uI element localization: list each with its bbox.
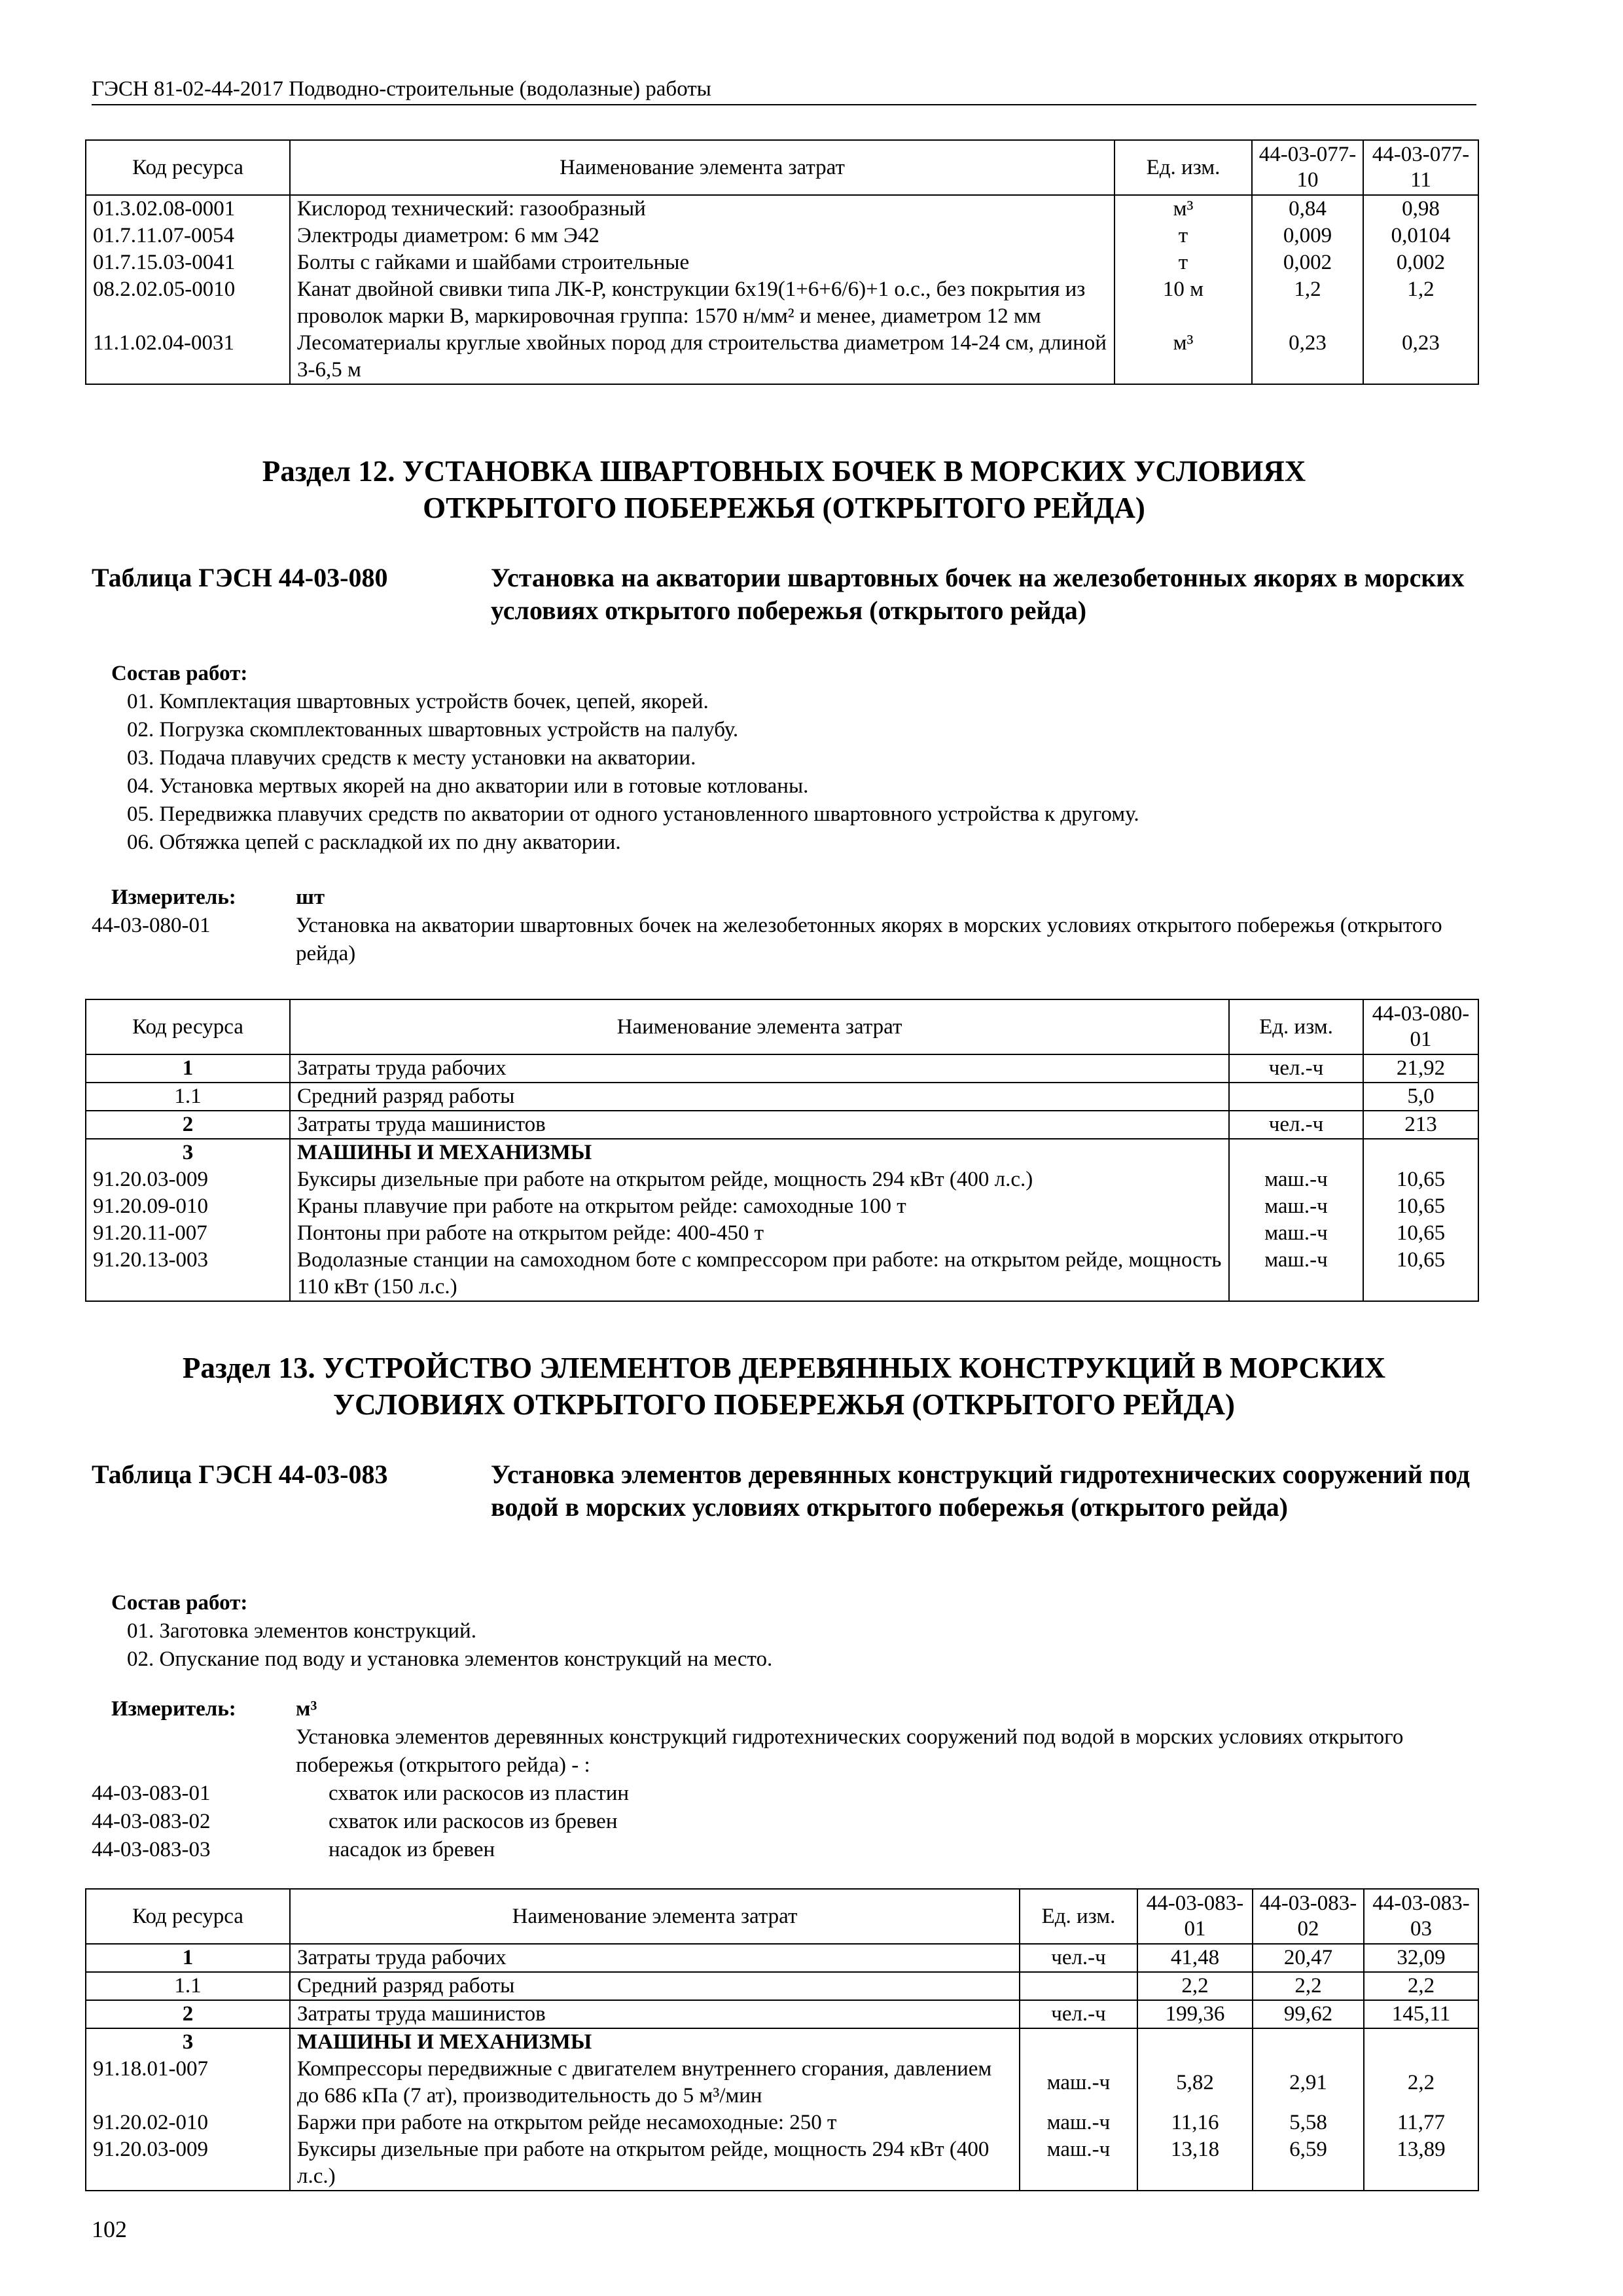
value: 2,2 xyxy=(1137,1972,1253,2000)
unit: маш.-ч xyxy=(1229,1166,1363,1193)
value: 0,98 xyxy=(1363,195,1478,223)
unit: маш.-ч xyxy=(1020,2136,1137,2191)
resource-code: 2 xyxy=(86,1111,290,1139)
unit: 10 м xyxy=(1115,276,1252,330)
composition-item: 01. Комплектация швартовных устройств бочек, цепей, якорей. xyxy=(127,690,709,713)
value: 0,002 xyxy=(1363,249,1478,276)
meter-item: схваток или раскосов из пластин xyxy=(329,1782,630,1805)
unit: маш.-ч xyxy=(1229,1193,1363,1220)
resource-name: Затраты труда машинистов xyxy=(290,2000,1020,2028)
table-header-row xyxy=(86,1889,1478,1944)
composition-item: 02. Опускание под воду и установка элементов конструкций на место. xyxy=(127,1647,773,1671)
page-number: 102 xyxy=(92,2216,127,2242)
resource-name: Краны плавучие при работе на открытом рейде: самоходные 100 т xyxy=(290,1193,1229,1220)
table-row xyxy=(86,1083,1478,1111)
resource-code: 01.7.15.03-0041 xyxy=(86,249,290,276)
value: 2,91 xyxy=(1253,2056,1364,2109)
resource-name: Затраты труда рабочих xyxy=(290,1054,1229,1083)
meter-code: 44-03-083-02 xyxy=(92,1810,211,1833)
resource-name: Средний разряд работы xyxy=(290,1083,1229,1111)
value xyxy=(1253,2028,1364,2056)
resource-name: Средний разряд работы xyxy=(290,1972,1020,2000)
resource-code: 91.20.11-007 xyxy=(86,1220,290,1247)
meter-text: Установка на акватории швартовных бочек на железобетонных якорях в морских условиях открытого побережья (открытого рейда) xyxy=(296,914,1442,965)
resource-code: 91.20.03-009 xyxy=(86,2136,290,2191)
value: 11,77 xyxy=(1364,2109,1478,2136)
resource-name: Затраты труда машинистов xyxy=(290,1111,1229,1139)
composition-heading: Состав работ: xyxy=(111,662,248,685)
value: 199,36 xyxy=(1137,2000,1253,2028)
value: 1,2 xyxy=(1252,276,1363,330)
value: 0,002 xyxy=(1252,249,1363,276)
composition-of-works xyxy=(111,1589,772,1674)
unit: маш.-ч xyxy=(1229,1220,1363,1247)
meter-label: Измеритель: xyxy=(111,1697,236,1721)
resource-name: Лесоматериалы круглые хвойных пород для строительства диаметром 14-24 см, длиной 3-6,5 м xyxy=(290,330,1115,384)
value: 10,65 xyxy=(1363,1166,1478,1193)
resource-name: Буксиры дизельные при работе на открытом рейде, мощность 294 кВт (400 л.с.) xyxy=(290,2136,1020,2191)
meter-unit: шт xyxy=(296,886,325,909)
resource-name: Баржи при работе на открытом рейде несамоходные: 250 т xyxy=(290,2109,1020,2136)
table-row xyxy=(86,195,1478,223)
composition-heading: Состав работ: xyxy=(111,1591,248,1615)
value: 0,23 xyxy=(1363,330,1478,384)
resource-table-077 xyxy=(85,139,1479,385)
resource-name: Водолазные станции на самоходном боте с компрессором при работе: на открытом рейде, мощность 110 кВт (150 л.с.) xyxy=(290,1247,1229,1301)
value: 41,48 xyxy=(1137,1944,1253,1972)
resource-code: 1 xyxy=(86,1944,290,1972)
resource-name: Кислород технический: газообразный xyxy=(290,195,1115,223)
composition-item: 01. Заготовка элементов конструкций. xyxy=(127,1619,476,1643)
unit xyxy=(1229,1083,1363,1111)
value: 5,58 xyxy=(1253,2109,1364,2136)
resource-code: 3 xyxy=(86,1139,290,1166)
table-row xyxy=(86,330,1478,384)
resource-name: Болты с гайками и шайбами строительные xyxy=(290,249,1115,276)
value: 5,82 xyxy=(1137,2056,1253,2109)
value: 13,18 xyxy=(1137,2136,1253,2191)
value: 13,89 xyxy=(1364,2136,1478,2191)
table-row xyxy=(86,2056,1478,2109)
meter-code: 44-03-080-01 xyxy=(92,914,211,937)
unit: т xyxy=(1115,223,1252,249)
meter-block xyxy=(92,884,1486,968)
resource-name: Электроды диаметром: 6 мм Э42 xyxy=(290,223,1115,249)
col-header: Код ресурса xyxy=(86,140,290,195)
unit: маш.-ч xyxy=(1229,1247,1363,1301)
resource-table-080 xyxy=(85,999,1479,1302)
table-row xyxy=(86,1220,1478,1247)
resource-code: 1 xyxy=(86,1054,290,1083)
meter-unit: м³ xyxy=(296,1697,317,1721)
value: 32,09 xyxy=(1364,1944,1478,1972)
unit xyxy=(1020,2028,1137,2056)
table-title: Установка элементов деревянных конструкций гидротехнических сооружений под водой в морских условиях открытого побережья (открытого рейда) xyxy=(491,1460,1470,1522)
table-row xyxy=(86,276,1478,330)
unit: м³ xyxy=(1115,330,1252,384)
col-header: 44-03-083-01 xyxy=(1137,1889,1253,1944)
resource-code: 91.20.03-009 xyxy=(86,1166,290,1193)
meter-label: Измеритель: xyxy=(111,886,236,909)
table-caption-083 xyxy=(92,1458,1492,1563)
resource-code: 1.1 xyxy=(86,1972,290,2000)
resource-code: 01.7.11.07-0054 xyxy=(86,223,290,249)
value: 6,59 xyxy=(1253,2136,1364,2191)
resource-table-083 xyxy=(85,1888,1479,2191)
table-row xyxy=(86,1111,1478,1139)
unit: чел.-ч xyxy=(1020,2000,1137,2028)
running-header: ГЭСН 81-02-44-2017 Подводно-строительные (водолазные) работы xyxy=(92,77,1476,105)
value: 5,0 xyxy=(1363,1083,1478,1111)
table-row xyxy=(86,2109,1478,2136)
section-title-line: ОТКРЫТОГО ПОБЕРЕЖЬЯ (ОТКРЫТОГО РЕЙДА) xyxy=(423,492,1145,524)
resource-name: Канат двойной свивки типа ЛК-Р, конструкции 6х19(1+6+6/6)+1 о.с., без покрытия из проволок марки В, маркировочная группа: 1570 н/мм² и менее, диаметром 12 мм xyxy=(290,276,1115,330)
value: 11,16 xyxy=(1137,2109,1253,2136)
value: 2,2 xyxy=(1364,2056,1478,2109)
table-header-row xyxy=(86,140,1478,195)
value xyxy=(1363,1139,1478,1166)
col-header: Наименование элемента затрат xyxy=(290,140,1115,195)
resource-code: 08.2.02.05-0010 xyxy=(86,276,290,330)
value: 2,2 xyxy=(1364,1972,1478,2000)
meter-code: 44-03-083-03 xyxy=(92,1838,211,1861)
value: 2,2 xyxy=(1253,1972,1364,2000)
table-header-row xyxy=(86,999,1478,1054)
unit: м³ xyxy=(1115,195,1252,223)
value xyxy=(1364,2028,1478,2056)
meter-code: 44-03-083-01 xyxy=(92,1782,211,1805)
unit: маш.-ч xyxy=(1020,2056,1137,2109)
value: 21,92 xyxy=(1363,1054,1478,1083)
table-row xyxy=(86,2136,1478,2191)
table-row xyxy=(86,249,1478,276)
value xyxy=(1137,2028,1253,2056)
value: 0,0104 xyxy=(1363,223,1478,249)
resource-code: 01.3.02.08-0001 xyxy=(86,195,290,223)
value: 10,65 xyxy=(1363,1247,1478,1301)
resource-name: МАШИНЫ И МЕХАНИЗМЫ xyxy=(290,1139,1229,1166)
table-label: Таблица ГЭСН 44-03-083 xyxy=(92,1460,388,1489)
value: 0,23 xyxy=(1252,330,1363,384)
resource-name: Буксиры дизельные при работе на открытом рейде, мощность 294 кВт (400 л.с.) xyxy=(290,1166,1229,1193)
resource-name: Понтоны при работе на открытом рейде: 400-450 т xyxy=(290,1220,1229,1247)
col-header: 44-03-077-11 xyxy=(1363,140,1478,195)
resource-code: 11.1.02.04-0031 xyxy=(86,330,290,384)
meter-text: Установка элементов деревянных конструкций гидротехнических сооружений под водой в морских условиях открытого побережья (открытого рейда) - : xyxy=(296,1725,1404,1777)
table-row xyxy=(86,1166,1478,1193)
unit xyxy=(1229,1139,1363,1166)
section-title-line: Раздел 13. УСТРОЙСТВО ЭЛЕМЕНТОВ ДЕРЕВЯННЫХ КОНСТРУКЦИЙ В МОРСКИХ xyxy=(182,1352,1386,1384)
composition-item: 04. Установка мертвых якорей на дно акватории или в готовые котлованы. xyxy=(127,774,809,798)
composition-item: 06. Обтяжка цепей с раскладкой их по дну акватории. xyxy=(127,831,621,854)
resource-code: 91.20.02-010 xyxy=(86,2109,290,2136)
col-header: 44-03-077-10 xyxy=(1252,140,1363,195)
composition-item: 02. Погрузка скомплектованных швартовных устройств на палубу. xyxy=(127,718,739,742)
value: 1,2 xyxy=(1363,276,1478,330)
composition-of-works xyxy=(111,660,1139,857)
section-title-line: УСЛОВИЯХ ОТКРЫТОГО ПОБЕРЕЖЬЯ (ОТКРЫТОГО РЕЙДА) xyxy=(332,1388,1235,1421)
resource-code: 91.20.13-003 xyxy=(86,1247,290,1301)
resource-name: Затраты труда рабочих xyxy=(290,1944,1020,1972)
table-label: Таблица ГЭСН 44-03-080 xyxy=(92,563,388,592)
col-header: 44-03-083-03 xyxy=(1364,1889,1478,1944)
col-header: Наименование элемента затрат xyxy=(290,999,1229,1054)
resource-code: 2 xyxy=(86,2000,290,2028)
col-header: Наименование элемента затрат xyxy=(290,1889,1020,1944)
table-row xyxy=(86,2028,1478,2056)
meter-item: схваток или раскосов из бревен xyxy=(329,1810,618,1833)
section-13-title xyxy=(92,1350,1476,1423)
meter-item: насадок из бревен xyxy=(329,1838,495,1861)
col-header: 44-03-083-02 xyxy=(1253,1889,1364,1944)
table-row xyxy=(86,223,1478,249)
resource-code: 3 xyxy=(86,2028,290,2056)
unit: чел.-ч xyxy=(1020,1944,1137,1972)
resource-code: 91.18.01-007 xyxy=(86,2056,290,2109)
section-12-title xyxy=(92,453,1476,526)
table-row xyxy=(86,1139,1478,1166)
value: 0,84 xyxy=(1252,195,1363,223)
col-header: Ед. изм. xyxy=(1229,999,1363,1054)
col-header: Ед. изм. xyxy=(1020,1889,1137,1944)
value: 99,62 xyxy=(1253,2000,1364,2028)
resource-name: Компрессоры передвижные с двигателем внутреннего сгорания, давлением до 686 кПа (7 ат), производительность до 5 м³/мин xyxy=(290,2056,1020,2109)
col-header: 44-03-080-01 xyxy=(1363,999,1478,1054)
table-row xyxy=(86,2000,1478,2028)
col-header: Код ресурса xyxy=(86,1889,290,1944)
resource-code: 91.20.09-010 xyxy=(86,1193,290,1220)
section-title-line: Раздел 12. УСТАНОВКА ШВАРТОВНЫХ БОЧЕК В МОРСКИХ УСЛОВИЯХ xyxy=(262,455,1306,488)
value: 10,65 xyxy=(1363,1193,1478,1220)
meter-block xyxy=(92,1695,1486,1864)
resource-name: МАШИНЫ И МЕХАНИЗМЫ xyxy=(290,2028,1020,2056)
value: 145,11 xyxy=(1364,2000,1478,2028)
table-title: Установка на акватории швартовных бочек на железобетонных якорях в морских условиях открытого побережья (открытого рейда) xyxy=(491,563,1465,625)
table-row xyxy=(86,1944,1478,1972)
table-row xyxy=(86,1972,1478,2000)
table-row xyxy=(86,1193,1478,1220)
unit: чел.-ч xyxy=(1229,1054,1363,1083)
col-header: Ед. изм. xyxy=(1115,140,1252,195)
value: 10,65 xyxy=(1363,1220,1478,1247)
col-header: Код ресурса xyxy=(86,999,290,1054)
composition-item: 03. Подача плавучих средств к месту установки на акватории. xyxy=(127,746,696,770)
unit: т xyxy=(1115,249,1252,276)
table-row xyxy=(86,1247,1478,1301)
resource-code: 1.1 xyxy=(86,1083,290,1111)
unit: чел.-ч xyxy=(1229,1111,1363,1139)
table-row xyxy=(86,1054,1478,1083)
value: 20,47 xyxy=(1253,1944,1364,1972)
composition-item: 05. Передвижка плавучих средств по акватории от одного установленного швартовного устройства к другому. xyxy=(127,802,1139,826)
table-caption-080 xyxy=(92,562,1492,634)
value: 213 xyxy=(1363,1111,1478,1139)
value: 0,009 xyxy=(1252,223,1363,249)
unit: маш.-ч xyxy=(1020,2109,1137,2136)
unit xyxy=(1020,1972,1137,2000)
